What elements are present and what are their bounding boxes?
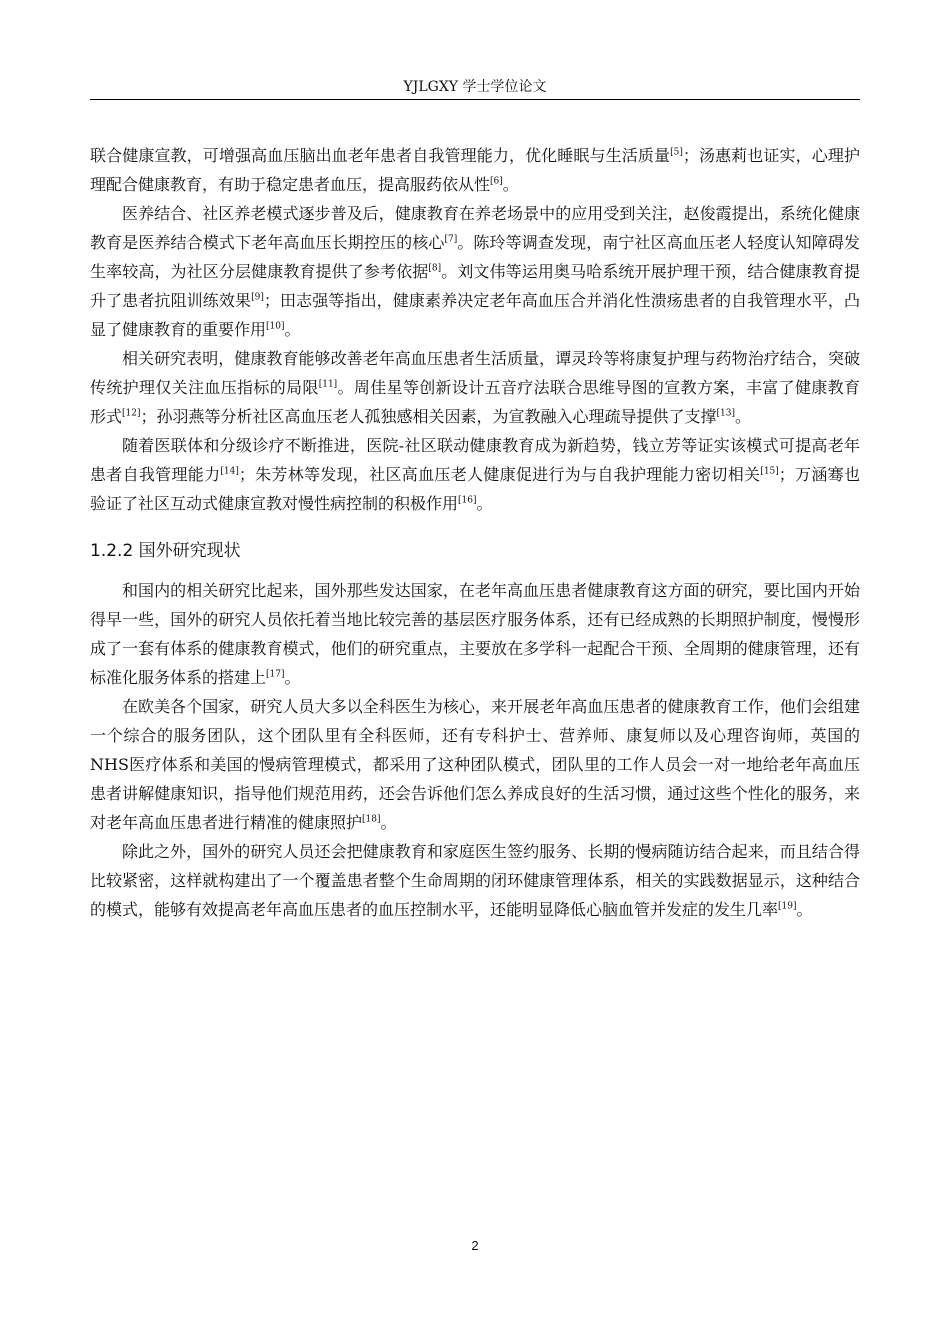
citation-marker: [11] xyxy=(318,379,338,390)
citation-marker: [10] xyxy=(266,321,285,332)
paragraph-text: 医养结合、社区养老模式逐步普及后，健康教育在养老场景中的应用受到关注，赵俊霞提出，系统化健康教育是医养结合模式下老年高血压长期控压的核心 xyxy=(90,204,860,252)
citation-marker: [9] xyxy=(251,292,264,303)
paragraph-text: ；孙羽燕等分析社区高血压老人孤独感相关因素，为宣教融入心理疏导提供了支撑 xyxy=(140,407,717,426)
section-heading: 1.2.2 国外研究现状 xyxy=(90,541,241,561)
paragraph-text: 除此之外，国外的研究人员还会把健康教育和家庭医生签约服务、长期的慢病随访结合起来，而且结合得比较紧密，这样就构建出了一个覆盖患者整个生命周期的闭环健康管理体系，相关的实践数据显示，这种结合的模式，能够有效提高老年高血压患者的血压控制水平，还能明显降低心脑血管并发症的发生几率 xyxy=(90,842,860,919)
paragraph-text: ；田志强等指出，健康素养决定老年高血压合并消化性溃疡患者的自我管理水平，凸显了健康教育的重要作用 xyxy=(90,291,860,339)
header-rule xyxy=(90,99,860,100)
page-number: 2 xyxy=(471,1238,479,1253)
citation-marker: [12] xyxy=(122,408,141,419)
paragraph-text: 。 xyxy=(796,900,813,919)
citation-marker: [19] xyxy=(778,901,797,912)
paragraph-text: 。 xyxy=(502,175,519,194)
body-text xyxy=(90,141,860,924)
citation-marker: [5] xyxy=(670,147,683,158)
paragraph-text: 联合健康宣教，可增强高血压脑出血老年患者自我管理能力，优化睡眠与生活质量 xyxy=(90,146,671,165)
paragraph-text: 。 xyxy=(284,668,301,687)
citation-marker: [18] xyxy=(362,814,381,825)
paragraph xyxy=(90,431,860,518)
citation-marker: [7] xyxy=(444,234,458,245)
paragraph xyxy=(90,576,860,692)
paragraph-text: ；汤惠莉也证实，心理护理配合健康教育，有助于稳定患者血压，提高服药依从性 xyxy=(90,146,860,194)
paragraph-text: 。陈玲等调查发现，南宁社区高血压老人轻度认知障碍发生率较高，为社区分层健康教育提供了参考依据 xyxy=(90,233,860,281)
paragraph-text: 。 xyxy=(284,320,301,339)
paragraph-text: ；朱芳林等发现，社区高血压老人健康促进行为与自我护理能力密切相关 xyxy=(238,465,761,484)
paragraph-text: 。刘文伟等运用奥马哈系统开展护理干预，结合健康教育提升了患者抗阻训练效果 xyxy=(90,262,860,310)
paragraph-text: 。 xyxy=(735,407,752,426)
citation-marker: [17] xyxy=(266,669,285,680)
running-header: YJLGXY 学士学位论文 xyxy=(403,79,547,95)
paragraph xyxy=(90,199,860,344)
citation-marker: [6] xyxy=(490,176,503,187)
paragraph-text: 相关研究表明，健康教育能够改善老年高血压患者生活质量，谭灵玲等将康复护理与药物治疗结合，突破传统护理仅关注血压指标的局限 xyxy=(90,349,860,397)
citation-marker: [8] xyxy=(428,263,442,274)
paragraph-text: 。 xyxy=(380,813,397,832)
citation-marker: [14] xyxy=(220,466,239,477)
paragraph-text: 。周佳星等创新设计五音疗法联合思维导图的宣教方案，丰富了健康教育形式 xyxy=(90,378,860,426)
paragraph-text: 和国内的相关研究比起来，国外那些发达国家，在老年高血压患者健康教育这方面的研究，要比国内开始得早一些，国外的研究人员依托着当地比较完善的基层医疗服务体系，还有已经成熟的长期照护制度，慢慢形成了一套有体系的健康教育模式，他们的研究重点，主要放在多学科一起配合干预、全周期的健康管理，还有标准化服务体系的搭建上 xyxy=(90,581,860,687)
citation-marker: [16] xyxy=(458,495,477,506)
paragraph-text: 在欧美各个国家，研究人员大多以全科医生为核心，来开展老年高血压患者的健康教育工作，他们会组建一个综合的服务团队，这个团队里有全科医师，还有专科护士、营养师、康复师以及心理咨询师，英国的NHS医疗体系和美国的慢病管理模式，都采用了这种团队模式，团队里的工作人员会一对一地给老年高血压患者讲解健康知识，指导他们规范用药，还会告诉他们怎么养成良好的生活习惯，通过这些个性化的服务，来对老年高血压患者进行精准的健康照护 xyxy=(90,697,860,832)
citation-marker: [15] xyxy=(760,466,779,477)
paragraph xyxy=(90,344,860,431)
paragraph-text: ；万涵骞也验证了社区互动式健康宣教对慢性病控制的积极作用 xyxy=(90,465,860,513)
paragraph xyxy=(90,692,860,837)
paragraph-text: 随着医联体和分级诊疗不断推进，医院-社区联动健康教育成为新趋势，钱立芳等证实该模式可提高老年患者自我管理能力 xyxy=(90,436,860,484)
paragraph xyxy=(90,141,860,199)
citation-marker: [13] xyxy=(716,408,735,419)
paragraph-text: 。 xyxy=(476,494,493,513)
paragraph xyxy=(90,837,860,924)
